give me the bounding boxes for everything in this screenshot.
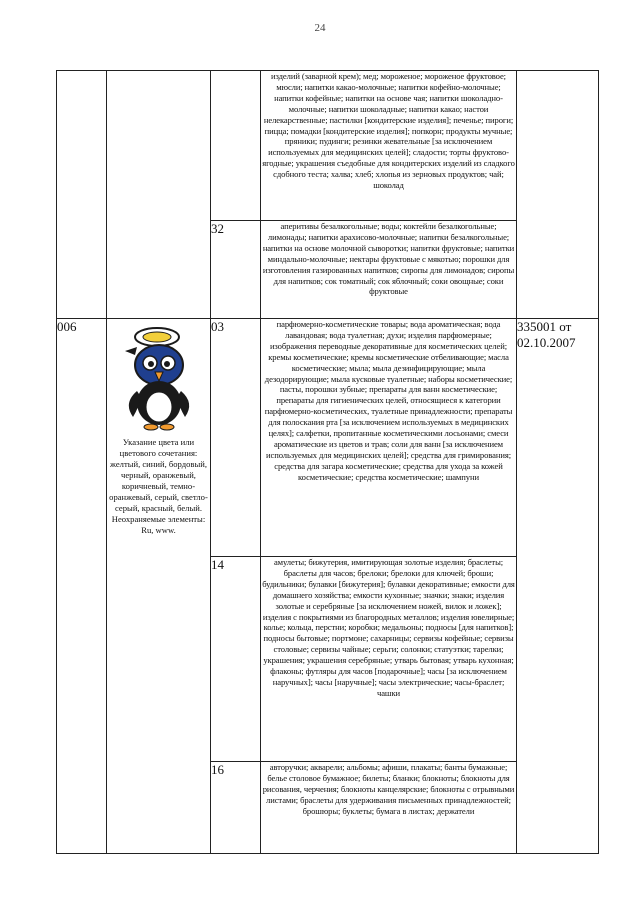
empty-registration-cell bbox=[517, 71, 599, 319]
trademark-registry-table bbox=[56, 70, 599, 854]
color-indication: Указание цвета или цветового сочетания: желтый, синий, бордовый, черный, оранжевый, коричневый, темно-оранжевый, серый, светло-серый, красный, белый. bbox=[109, 437, 208, 513]
entry-number: 006 bbox=[57, 319, 107, 854]
empty-mark-cell bbox=[107, 71, 211, 319]
class-number: 16 bbox=[211, 762, 261, 854]
owl-character-logo-icon bbox=[115, 325, 203, 433]
unprotected-elements: Неохраняемые элементы: Ru, www. bbox=[111, 514, 206, 535]
table-row bbox=[57, 71, 599, 221]
empty-class-cell bbox=[211, 71, 261, 221]
registration-number: 335001 от 02.10.2007 bbox=[517, 319, 599, 854]
goods-list: авторучки; акварели; альбомы; афиши, плакаты; банты бумажные; белье столовое бумажное; билеты; бланки; блокноты; блокноты для рисования, черчения; блокноты канцелярские; блокноты с отрывными листами; браслеты для удерживания письменных принадлежностей; брошюры; буклеты; бумага в листах; держатели bbox=[261, 762, 517, 854]
goods-list: амулеты; бижутерия, имитирующая золотые изделия; браслеты; браслеты для часов; брелоки; брелоки для ключей; броши; будильники; булавки [бижутерия]; булавки декоративные; емкости для домашнего хозяйства; емкости кухонные; значки; знаки; изделия золотые и серебряные [за исключением ножей, вилок и ложек]; изделия с покрытиями из благородных металлов; изделия ювелирные; колье; кольца, перстни; коробки; медальоны; подносы [для напитков]; подносы бытовые; портмоне; сахарницы; сервизы кофейные; сервизы столовые; сервизы чайные; серьги; солонки; статуэтки; тарелки; украшения; украшения серебряные; утварь бытовая; утварь кухонная; флаконы; футляры для часов [подарочные]; часы [за исключением наручных]; часы [наручные]; часы электрические; часы-браслет; чашки bbox=[261, 557, 517, 762]
class-number: 32 bbox=[211, 221, 261, 319]
empty-number-cell bbox=[57, 71, 107, 319]
page-number: 24 bbox=[314, 22, 326, 34]
class-number: 03 bbox=[211, 319, 261, 557]
class-number: 14 bbox=[211, 557, 261, 762]
goods-list: изделий (заварной крем); мед; мороженое; мороженое фруктовое; мюсли; напитки какао-молочные; напитки кофейно-молочные; напитки кофейные; напитки на основе чая; напитки шоколадно-молочные; напитки шоколадные; напитки какао; настои нелекарственные; пастилки [кондитерские изделия]; печенье; пироги; пицца; помадки [кондитерские изделия]; попкорн; продукты мучные; пряники; пудинги; резинки жевательные [за исключением используемых для медицинских целей]; сладости; торты фруктово-ягодные; украшения съедобные для кондитерских изделий из сладкого сдобного теста; халва; хлеб; хлопья из зерновых продуктов; чай; шоколад bbox=[261, 71, 517, 221]
goods-list: аперитивы безалкогольные; воды; коктейли безалкогольные; лимонады; напитки арахисово-молочные; напитки безалкогольные; напитки на основе молочной сыворотки; напитки фруктовые; напитки миндально-молочные; нектары фруктовые с мякотью; порошки для изготовления газированных напитков; сиропы для лимонадов; сиропы для напитков; сок томатный; сок яблочный; соки овощные; соки фруктовые bbox=[261, 221, 517, 319]
trademark-cell bbox=[107, 319, 211, 854]
goods-list: парфюмерно-косметические товары; вода ароматическая; вода лавандовая; вода туалетная; духи; изделия парфюмерные; изображения переводные декоративные для косметических целей; кремы косметические; кремы косметические отбеливающие; масла косметические; мыла; мыла дезинфицирующие; мыла дезодорирующие; мыла кусковые туалетные; наборы косметические; пасты, порошки зубные; препараты для ванн косметические; препараты для гигиенических целей, относящиеся к категории парфюмерно-косметических, туалетные принадлежности; препараты для полоскания рта [за исключением используемых в медицинских целях]; салфетки, пропитанные косметическими лосьонами; смеси ароматические из цветов и трав; соли для ванн [за исключением используемых для медицинских целей]; средства для гримирования; средства для загара косметические; средства для ухода за кожей косметические; средства косметические; шампуни bbox=[261, 319, 517, 557]
table-row bbox=[57, 319, 599, 557]
